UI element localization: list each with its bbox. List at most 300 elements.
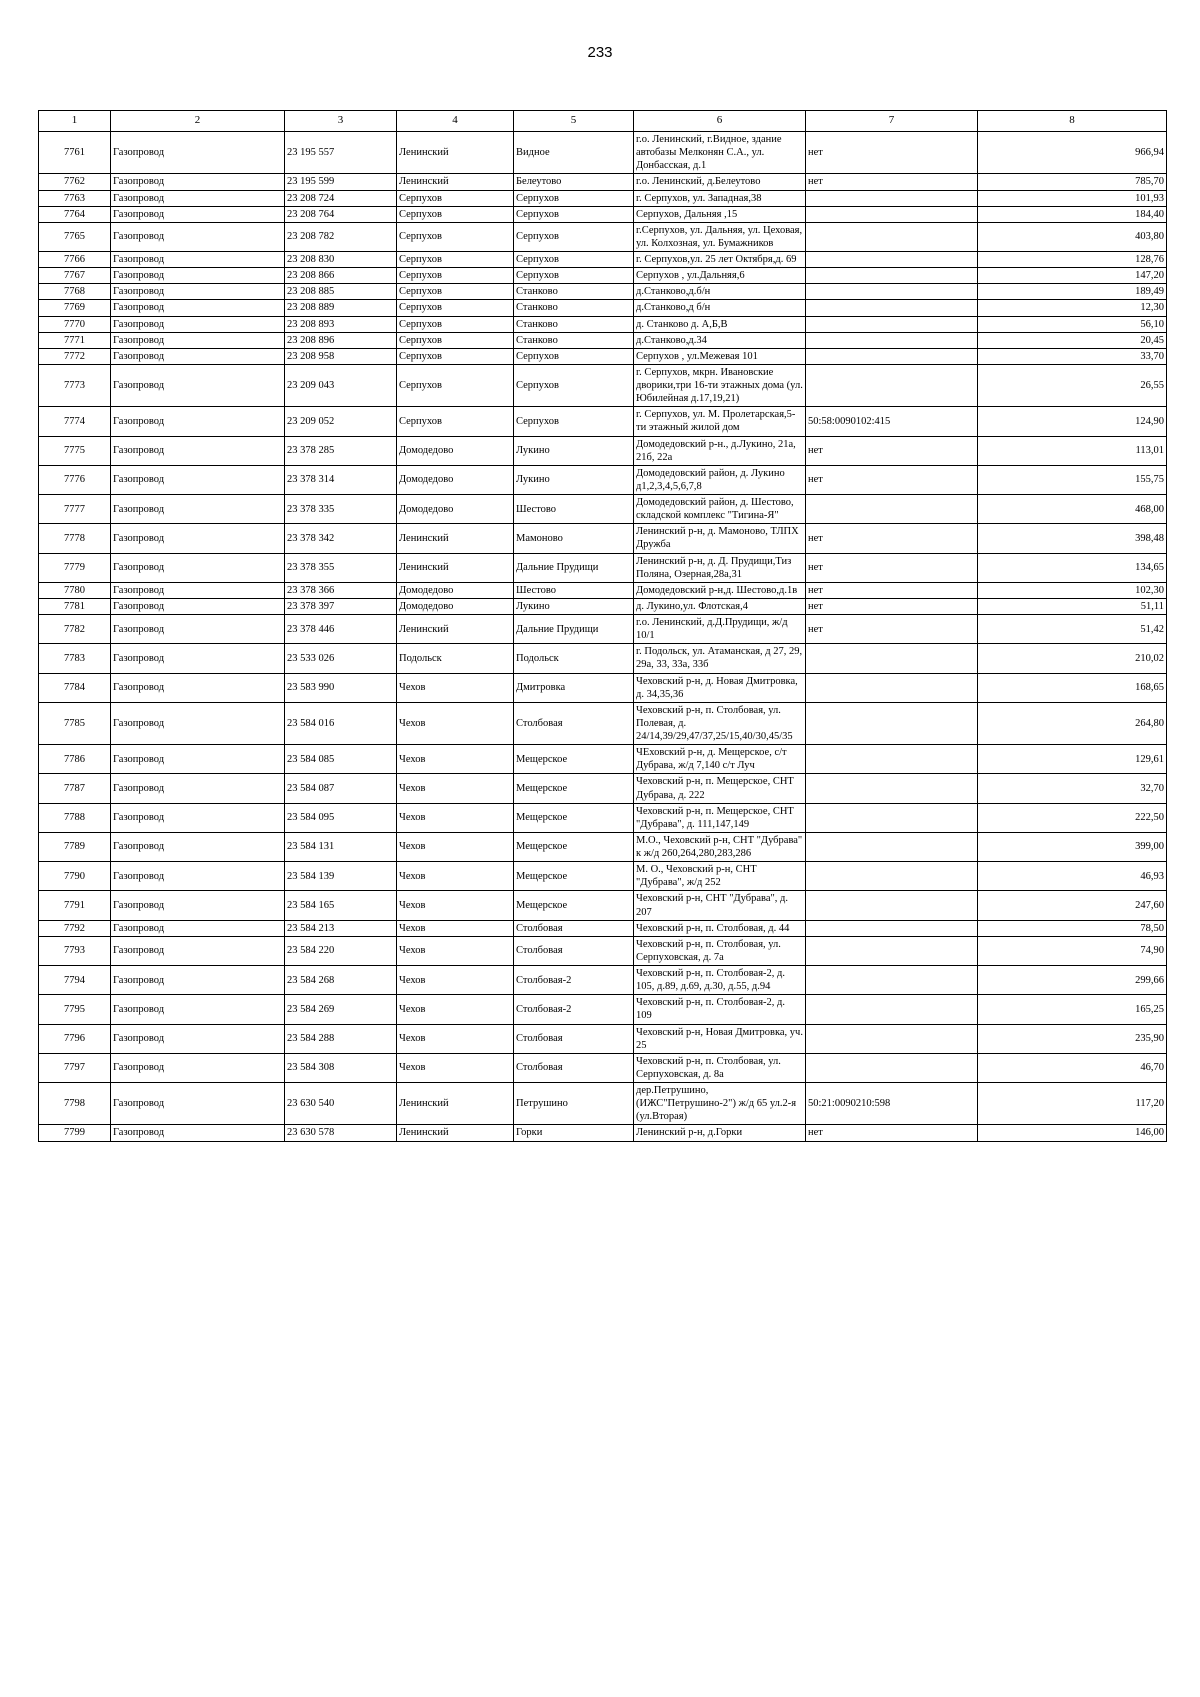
locality-cell: Мещерское <box>514 774 634 803</box>
cadastral-number-cell: нет <box>806 598 978 614</box>
object-code-cell: 23 378 355 <box>285 553 397 582</box>
row-number-cell: 7788 <box>39 803 111 832</box>
locality-cell: Видное <box>514 132 634 174</box>
table-row <box>39 1083 1167 1125</box>
address-cell: Чеховский р-н, п. Мещерское, СНТ "Дубрава", д. 111,147,149 <box>634 803 806 832</box>
row-number-cell: 7768 <box>39 284 111 300</box>
object-code-cell: 23 584 085 <box>285 745 397 774</box>
locality-cell: Дмитровка <box>514 673 634 702</box>
object-type-cell: Газопровод <box>111 553 285 582</box>
object-type-cell: Газопровод <box>111 936 285 965</box>
table-row <box>39 673 1167 702</box>
district-cell: Чехов <box>397 1053 514 1082</box>
cadastral-number-cell <box>806 891 978 920</box>
cadastral-number-cell <box>806 936 978 965</box>
district-cell: Чехов <box>397 920 514 936</box>
length-value-cell: 264,80 <box>978 702 1167 744</box>
district-cell: Чехов <box>397 774 514 803</box>
object-type-cell: Газопровод <box>111 615 285 644</box>
length-value-cell: 155,75 <box>978 465 1167 494</box>
table-row <box>39 582 1167 598</box>
locality-cell: Петрушино <box>514 1083 634 1125</box>
object-code-cell: 23 208 866 <box>285 268 397 284</box>
table-row <box>39 436 1167 465</box>
object-code-cell: 23 630 540 <box>285 1083 397 1125</box>
object-type-cell: Газопровод <box>111 524 285 553</box>
object-code-cell: 23 533 026 <box>285 644 397 673</box>
object-code-cell: 23 584 131 <box>285 832 397 861</box>
object-code-cell: 23 209 052 <box>285 407 397 436</box>
table-row <box>39 300 1167 316</box>
address-cell: Ленинский р-н, д. Мамоново, ТЛПХ Дружба <box>634 524 806 553</box>
locality-cell: Столбовая <box>514 936 634 965</box>
address-cell: Чеховский р-н, п. Мещерское, СНТ Дубрава, д. 222 <box>634 774 806 803</box>
locality-cell: Станково <box>514 284 634 300</box>
district-cell: Чехов <box>397 1024 514 1053</box>
district-cell: Ленинский <box>397 1125 514 1141</box>
object-type-cell: Газопровод <box>111 774 285 803</box>
object-code-cell: 23 584 165 <box>285 891 397 920</box>
locality-cell: Станково <box>514 332 634 348</box>
length-value-cell: 46,70 <box>978 1053 1167 1082</box>
cadastral-number-cell: 50:21:0090210:598 <box>806 1083 978 1125</box>
address-cell: г. Серпухов, ул. М. Пролетарская,5-ти этажный жилой дом <box>634 407 806 436</box>
object-type-cell: Газопровод <box>111 348 285 364</box>
address-cell: д.Станково,д б/н <box>634 300 806 316</box>
row-number-cell: 7779 <box>39 553 111 582</box>
cadastral-number-cell <box>806 862 978 891</box>
row-number-cell: 7775 <box>39 436 111 465</box>
cadastral-number-cell <box>806 190 978 206</box>
district-cell: Серпухов <box>397 364 514 406</box>
length-value-cell: 398,48 <box>978 524 1167 553</box>
page-number: 233 <box>587 44 613 61</box>
row-number-cell: 7797 <box>39 1053 111 1082</box>
row-number-cell: 7765 <box>39 222 111 251</box>
length-value-cell: 299,66 <box>978 966 1167 995</box>
object-type-cell: Газопровод <box>111 995 285 1024</box>
row-number-cell: 7795 <box>39 995 111 1024</box>
column-header: 2 <box>111 111 285 132</box>
length-value-cell: 165,25 <box>978 995 1167 1024</box>
object-type-cell: Газопровод <box>111 132 285 174</box>
object-type-cell: Газопровод <box>111 465 285 494</box>
object-code-cell: 23 584 220 <box>285 936 397 965</box>
table-row <box>39 995 1167 1024</box>
column-header: 7 <box>806 111 978 132</box>
address-cell: г. Серпухов,ул. 25 лет Октября,д. 69 <box>634 252 806 268</box>
object-code-cell: 23 584 095 <box>285 803 397 832</box>
object-code-cell: 23 630 578 <box>285 1125 397 1141</box>
address-cell: Чеховский р-н, п. Столбовая, ул. Серпуховская, д. 7а <box>634 936 806 965</box>
address-cell: Чеховский р-н, п. Столбовая, ул. Серпуховская, д. 8а <box>634 1053 806 1082</box>
object-type-cell: Газопровод <box>111 407 285 436</box>
row-number-cell: 7769 <box>39 300 111 316</box>
object-type-cell: Газопровод <box>111 673 285 702</box>
row-number-cell: 7770 <box>39 316 111 332</box>
length-value-cell: 147,20 <box>978 268 1167 284</box>
cadastral-number-cell <box>806 206 978 222</box>
cadastral-number-cell <box>806 364 978 406</box>
cadastral-number-cell <box>806 774 978 803</box>
address-cell: дер.Петрушино, (ИЖС"Петрушино-2") ж/д 65 ул.2-я (ул.Вторая) <box>634 1083 806 1125</box>
address-cell: Домодедовский район, д. Лукино д1,2,3,4,5,6,7,8 <box>634 465 806 494</box>
length-value-cell: 966,94 <box>978 132 1167 174</box>
address-cell: М.О., Чеховский р-н, СНТ "Дубрава" к ж/д 260,264,280,283,286 <box>634 832 806 861</box>
locality-cell: Подольск <box>514 644 634 673</box>
locality-cell: Мещерское <box>514 891 634 920</box>
object-code-cell: 23 584 087 <box>285 774 397 803</box>
table-row <box>39 465 1167 494</box>
object-type-cell: Газопровод <box>111 252 285 268</box>
address-cell: Серпухов , ул.Межевая 101 <box>634 348 806 364</box>
row-number-cell: 7762 <box>39 174 111 190</box>
length-value-cell: 32,70 <box>978 774 1167 803</box>
cadastral-number-cell <box>806 832 978 861</box>
address-cell: Чеховский р-н, п. Столбовая, ул. Полевая, д. 24/14,39/29,47/37,25/15,40/30,45/35 <box>634 702 806 744</box>
address-cell: Домодедовский р-н,д. Шестово,д.1в <box>634 582 806 598</box>
object-type-cell: Газопровод <box>111 891 285 920</box>
row-number-cell: 7777 <box>39 495 111 524</box>
locality-cell: Станково <box>514 300 634 316</box>
locality-cell: Мамоново <box>514 524 634 553</box>
district-cell: Ленинский <box>397 615 514 644</box>
cadastral-number-cell: нет <box>806 582 978 598</box>
column-header: 5 <box>514 111 634 132</box>
object-type-cell: Газопровод <box>111 300 285 316</box>
district-cell: Серпухов <box>397 348 514 364</box>
address-cell: Ленинский р-н, д. Д. Прудищи,Тиз Поляна, Озерная,28а,31 <box>634 553 806 582</box>
address-cell: Домодедовский район, д. Шестово, складской комплекс "Тигина-Я" <box>634 495 806 524</box>
length-value-cell: 46,93 <box>978 862 1167 891</box>
object-type-cell: Газопровод <box>111 268 285 284</box>
object-type-cell: Газопровод <box>111 702 285 744</box>
cadastral-number-cell: нет <box>806 174 978 190</box>
length-value-cell: 134,65 <box>978 553 1167 582</box>
table-row <box>39 936 1167 965</box>
address-cell: Чеховский р-н, п. Столбовая-2, д. 105, д.89, д.69, д.30, д.55, д.94 <box>634 966 806 995</box>
object-code-cell: 23 378 314 <box>285 465 397 494</box>
registry-table <box>38 110 1167 1142</box>
locality-cell: Серпухов <box>514 407 634 436</box>
object-code-cell: 23 208 782 <box>285 222 397 251</box>
table-row <box>39 553 1167 582</box>
object-type-cell: Газопровод <box>111 284 285 300</box>
address-cell: ЧЕховский р-н, д. Мещерское, с/т Дубрава, ж/д 7,140 с/т Луч <box>634 745 806 774</box>
district-cell: Ленинский <box>397 1083 514 1125</box>
cadastral-number-cell: нет <box>806 132 978 174</box>
table-row <box>39 803 1167 832</box>
length-value-cell: 124,90 <box>978 407 1167 436</box>
address-cell: г.о. Ленинский, д.Д.Прудищи, ж/д 10/1 <box>634 615 806 644</box>
table-row <box>39 316 1167 332</box>
object-type-cell: Газопровод <box>111 316 285 332</box>
locality-cell: Столбовая <box>514 1053 634 1082</box>
row-number-cell: 7782 <box>39 615 111 644</box>
table-row <box>39 1024 1167 1053</box>
length-value-cell: 129,61 <box>978 745 1167 774</box>
locality-cell: Мещерское <box>514 862 634 891</box>
locality-cell: Серпухов <box>514 252 634 268</box>
row-number-cell: 7787 <box>39 774 111 803</box>
cadastral-number-cell <box>806 920 978 936</box>
column-header: 4 <box>397 111 514 132</box>
length-value-cell: 146,00 <box>978 1125 1167 1141</box>
object-type-cell: Газопровод <box>111 190 285 206</box>
object-type-cell: Газопровод <box>111 1083 285 1125</box>
length-value-cell: 101,93 <box>978 190 1167 206</box>
locality-cell: Мещерское <box>514 803 634 832</box>
length-value-cell: 128,76 <box>978 252 1167 268</box>
table-row <box>39 364 1167 406</box>
column-header: 3 <box>285 111 397 132</box>
district-cell: Ленинский <box>397 524 514 553</box>
table-row <box>39 222 1167 251</box>
object-code-cell: 23 208 724 <box>285 190 397 206</box>
table-row <box>39 1125 1167 1141</box>
length-value-cell: 247,60 <box>978 891 1167 920</box>
length-value-cell: 468,00 <box>978 495 1167 524</box>
object-code-cell: 23 209 043 <box>285 364 397 406</box>
object-type-cell: Газопровод <box>111 206 285 222</box>
row-number-cell: 7778 <box>39 524 111 553</box>
locality-cell: Дальние Прудищи <box>514 615 634 644</box>
table-row <box>39 966 1167 995</box>
table-row <box>39 252 1167 268</box>
cadastral-number-cell <box>806 252 978 268</box>
object-type-cell: Газопровод <box>111 332 285 348</box>
object-code-cell: 23 583 990 <box>285 673 397 702</box>
cadastral-number-cell <box>806 803 978 832</box>
object-type-cell: Газопровод <box>111 1053 285 1082</box>
length-value-cell: 113,01 <box>978 436 1167 465</box>
district-cell: Ленинский <box>397 553 514 582</box>
table-row <box>39 348 1167 364</box>
object-code-cell: 23 584 269 <box>285 995 397 1024</box>
table-row <box>39 832 1167 861</box>
object-code-cell: 23 208 885 <box>285 284 397 300</box>
row-number-cell: 7771 <box>39 332 111 348</box>
address-cell: д.Станково,д.б/н <box>634 284 806 300</box>
table-row <box>39 774 1167 803</box>
district-cell: Чехов <box>397 862 514 891</box>
table-row <box>39 284 1167 300</box>
table-row <box>39 862 1167 891</box>
row-number-cell: 7789 <box>39 832 111 861</box>
row-number-cell: 7773 <box>39 364 111 406</box>
district-cell: Домодедово <box>397 436 514 465</box>
district-cell: Серпухов <box>397 222 514 251</box>
table-row <box>39 891 1167 920</box>
object-code-cell: 23 208 893 <box>285 316 397 332</box>
locality-cell: Столбовая-2 <box>514 995 634 1024</box>
district-cell: Ленинский <box>397 174 514 190</box>
address-cell: Чеховский р-н, д. Новая Дмитровка, д. 34,35,36 <box>634 673 806 702</box>
length-value-cell: 78,50 <box>978 920 1167 936</box>
locality-cell: Мещерское <box>514 832 634 861</box>
length-value-cell: 184,40 <box>978 206 1167 222</box>
district-cell: Ленинский <box>397 132 514 174</box>
table-row <box>39 332 1167 348</box>
column-header: 6 <box>634 111 806 132</box>
locality-cell: Лукино <box>514 436 634 465</box>
length-value-cell: 20,45 <box>978 332 1167 348</box>
length-value-cell: 235,90 <box>978 1024 1167 1053</box>
object-code-cell: 23 208 896 <box>285 332 397 348</box>
length-value-cell: 785,70 <box>978 174 1167 190</box>
length-value-cell: 26,55 <box>978 364 1167 406</box>
row-number-cell: 7767 <box>39 268 111 284</box>
district-cell: Серпухов <box>397 206 514 222</box>
cadastral-number-cell <box>806 745 978 774</box>
header-row <box>39 111 1167 132</box>
table-row <box>39 268 1167 284</box>
object-type-cell: Газопровод <box>111 920 285 936</box>
district-cell: Чехов <box>397 702 514 744</box>
object-type-cell: Газопровод <box>111 966 285 995</box>
row-number-cell: 7794 <box>39 966 111 995</box>
locality-cell: Серпухов <box>514 268 634 284</box>
object-code-cell: 23 378 335 <box>285 495 397 524</box>
length-value-cell: 403,80 <box>978 222 1167 251</box>
address-cell: Чеховский р-н, п. Столбовая-2, д. 109 <box>634 995 806 1024</box>
locality-cell: Серпухов <box>514 190 634 206</box>
locality-cell: Дальние Прудищи <box>514 553 634 582</box>
district-cell: Чехов <box>397 803 514 832</box>
cadastral-number-cell: нет <box>806 615 978 644</box>
district-cell: Серпухов <box>397 300 514 316</box>
cadastral-number-cell <box>806 644 978 673</box>
object-type-cell: Газопровод <box>111 745 285 774</box>
row-number-cell: 7776 <box>39 465 111 494</box>
address-cell: д. Станково д. А,Б,В <box>634 316 806 332</box>
locality-cell: Мещерское <box>514 745 634 774</box>
object-code-cell: 23 195 557 <box>285 132 397 174</box>
length-value-cell: 51,42 <box>978 615 1167 644</box>
cadastral-number-cell <box>806 348 978 364</box>
object-code-cell: 23 378 366 <box>285 582 397 598</box>
cadastral-number-cell <box>806 316 978 332</box>
cadastral-number-cell <box>806 673 978 702</box>
length-value-cell: 74,90 <box>978 936 1167 965</box>
address-cell: д.Станково,д.34 <box>634 332 806 348</box>
length-value-cell: 102,30 <box>978 582 1167 598</box>
table-row <box>39 132 1167 174</box>
row-number-cell: 7791 <box>39 891 111 920</box>
locality-cell: Серпухов <box>514 206 634 222</box>
object-type-cell: Газопровод <box>111 174 285 190</box>
locality-cell: Белеутово <box>514 174 634 190</box>
district-cell: Чехов <box>397 966 514 995</box>
address-cell: г.о. Ленинский, г.Видное, здание автобазы Мелконян С.А., ул. Донбасская, д.1 <box>634 132 806 174</box>
object-code-cell: 23 584 016 <box>285 702 397 744</box>
row-number-cell: 7764 <box>39 206 111 222</box>
object-type-cell: Газопровод <box>111 222 285 251</box>
cadastral-number-cell <box>806 222 978 251</box>
table-row <box>39 745 1167 774</box>
locality-cell: Шестово <box>514 495 634 524</box>
cadastral-number-cell <box>806 995 978 1024</box>
row-number-cell: 7798 <box>39 1083 111 1125</box>
row-number-cell: 7792 <box>39 920 111 936</box>
district-cell: Чехов <box>397 832 514 861</box>
locality-cell: Серпухов <box>514 222 634 251</box>
address-cell: Серпухов , ул.Дальняя,6 <box>634 268 806 284</box>
cadastral-number-cell <box>806 300 978 316</box>
table-row <box>39 615 1167 644</box>
object-code-cell: 23 584 288 <box>285 1024 397 1053</box>
district-cell: Подольск <box>397 644 514 673</box>
length-value-cell: 222,50 <box>978 803 1167 832</box>
table-row <box>39 702 1167 744</box>
locality-cell: Столбовая-2 <box>514 966 634 995</box>
length-value-cell: 168,65 <box>978 673 1167 702</box>
locality-cell: Лукино <box>514 465 634 494</box>
object-type-cell: Газопровод <box>111 1125 285 1141</box>
locality-cell: Столбовая <box>514 1024 634 1053</box>
object-code-cell: 23 584 268 <box>285 966 397 995</box>
locality-cell: Серпухов <box>514 348 634 364</box>
object-type-cell: Газопровод <box>111 644 285 673</box>
address-cell: г. Серпухов, ул. Западная,38 <box>634 190 806 206</box>
table-row <box>39 598 1167 614</box>
cadastral-number-cell: нет <box>806 436 978 465</box>
district-cell: Домодедово <box>397 465 514 494</box>
object-code-cell: 23 378 285 <box>285 436 397 465</box>
table-row <box>39 644 1167 673</box>
district-cell: Чехов <box>397 936 514 965</box>
object-type-cell: Газопровод <box>111 436 285 465</box>
district-cell: Серпухов <box>397 407 514 436</box>
locality-cell: Станково <box>514 316 634 332</box>
address-cell: д. Лукино,ул. Флотская,4 <box>634 598 806 614</box>
object-code-cell: 23 208 958 <box>285 348 397 364</box>
table-row <box>39 190 1167 206</box>
cadastral-number-cell <box>806 495 978 524</box>
object-code-cell: 23 584 213 <box>285 920 397 936</box>
object-type-cell: Газопровод <box>111 495 285 524</box>
row-number-cell: 7781 <box>39 598 111 614</box>
object-code-cell: 23 584 308 <box>285 1053 397 1082</box>
address-cell: Чеховский р-н, СНТ "Дубрава", д. 207 <box>634 891 806 920</box>
object-code-cell: 23 378 342 <box>285 524 397 553</box>
cadastral-number-cell: нет <box>806 1125 978 1141</box>
district-cell: Чехов <box>397 745 514 774</box>
cadastral-number-cell <box>806 284 978 300</box>
column-header: 1 <box>39 111 111 132</box>
table-row <box>39 407 1167 436</box>
row-number-cell: 7766 <box>39 252 111 268</box>
district-cell: Серпухов <box>397 252 514 268</box>
district-cell: Домодедово <box>397 582 514 598</box>
address-cell: г.о. Ленинский, д.Белеутово <box>634 174 806 190</box>
locality-cell: Серпухов <box>514 364 634 406</box>
length-value-cell: 117,20 <box>978 1083 1167 1125</box>
object-type-cell: Газопровод <box>111 364 285 406</box>
object-type-cell: Газопровод <box>111 582 285 598</box>
length-value-cell: 210,02 <box>978 644 1167 673</box>
locality-cell: Столбовая <box>514 920 634 936</box>
locality-cell: Столбовая <box>514 702 634 744</box>
address-cell: г.Серпухов, ул. Дальняя, ул. Цеховая, ул. Колхозная, ул. Бумажников <box>634 222 806 251</box>
cadastral-number-cell <box>806 702 978 744</box>
table-row <box>39 174 1167 190</box>
object-type-cell: Газопровод <box>111 598 285 614</box>
row-number-cell: 7799 <box>39 1125 111 1141</box>
row-number-cell: 7790 <box>39 862 111 891</box>
object-code-cell: 23 208 830 <box>285 252 397 268</box>
object-code-cell: 23 195 599 <box>285 174 397 190</box>
